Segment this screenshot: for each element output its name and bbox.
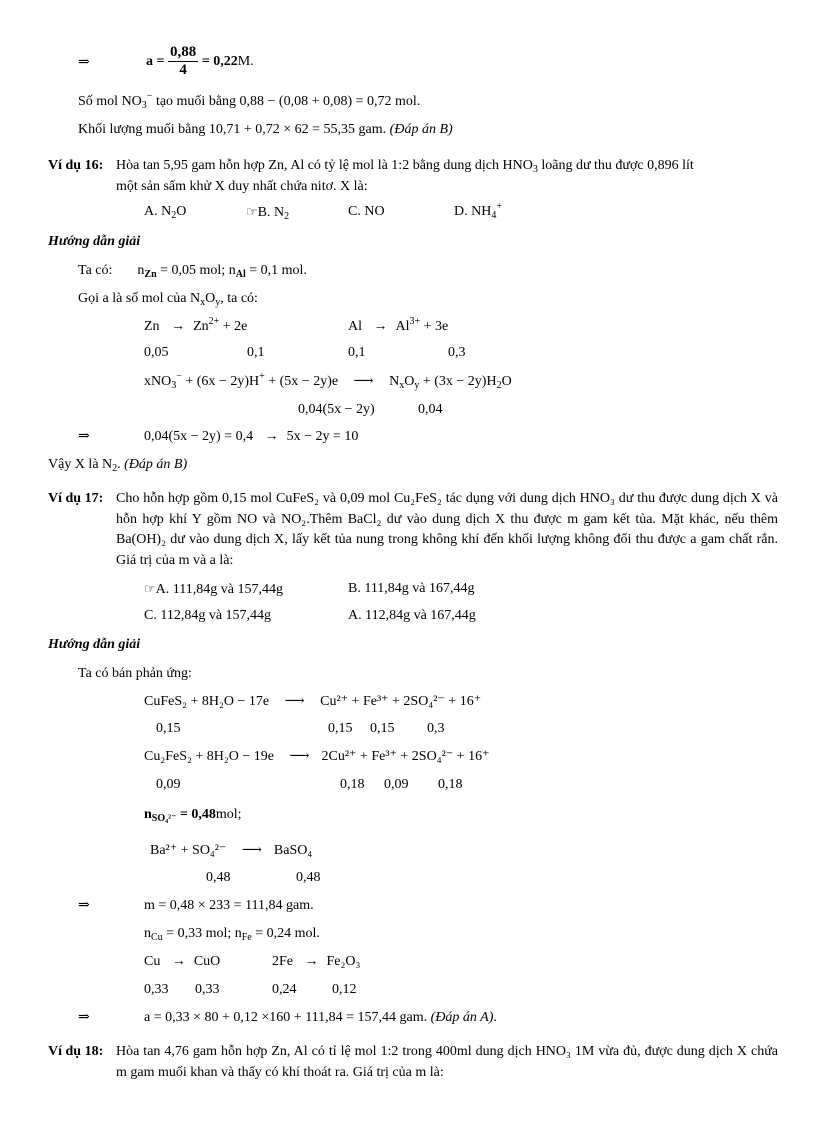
value: 0,09 — [156, 777, 181, 792]
al-oxidation: $Al \to Al^{3+} + 3e$ — [348, 316, 449, 334]
arrow-right-icon: → — [373, 319, 388, 334]
sulfate-moles: $n_{SO_4^{2-}} = 0,48mol$; — [144, 807, 242, 824]
value: 0,15 — [370, 721, 395, 736]
nitrate-line: Số mol $NO_3^-$ tạo muối bằng 0,88 − (0,08 + 0,08) = 0,72 mol. — [78, 91, 421, 111]
intro-line: Ta có bán phản ứng: — [78, 666, 192, 681]
half-reaction-1: CuFeS₂ + 8H₂O − 17e ⟶ Cu²⁺ + Fe³⁺ + 2SO₄²⁻ + 16⁺ — [144, 694, 482, 709]
example-17-question: Ví dụ 17: Cho hỗn hợp gồm 0,15 mol CuFeS₂ và 0,09 mol Cu₂FeS₂ tác dụng với dung dịch HNO₃ dư thu được dung dịch X và hỗn hợp khí Y gồm NO và NO₂.Thêm BaCl₂ dư vào dung dịch X thu được m gam kết tủa. Mặt khác, nếu thêm Ba(OH)₂ dư vào dung dịch X, lấy kết tủa nung trong không khí đến khối lượng không đổi thu được a gam chất rắn. Giá trị của m và a là: — [48, 491, 778, 568]
zn-oxidation: $Zn \to Zn^{2+} + 2e$ — [144, 316, 248, 334]
cu-conversion: Cu → CuO — [144, 954, 221, 969]
barium-reaction: Ba²⁺ + SO₄²⁻ ⟶ BaSO₄ — [150, 843, 313, 858]
pointing-hand-icon: ☞ — [246, 204, 258, 219]
value: 0,3 — [448, 345, 466, 360]
answer-label: (Đáp án A) — [430, 1010, 494, 1025]
answer-label: (Đáp án B) — [389, 122, 453, 137]
implies-symbol: ⇒ — [78, 1010, 90, 1025]
value: 0,1 — [348, 345, 366, 360]
arrow-right-icon: → — [304, 954, 319, 969]
conclusion: Vậy X là $N_2$. (Đáp án B) — [48, 457, 188, 474]
value: 0,48 — [206, 870, 231, 885]
value: 0,09 — [384, 777, 409, 792]
salt-mass-line: Khối lượng muối bằng 10,71 + 0,72 × 62 = 55,35 gam. (Đáp án B) — [78, 122, 453, 137]
example-18-question: Ví dụ 18: Hòa tan 4,76 gam hỗn hợp Zn, Al có tỉ lệ mol 1:2 trong 400ml dung dịch HNO₃ 1M vừa đủ, được dung dịch X chứa m gam muối khan và thấy có khí thoát ra. Giá trị của m là: — [48, 1044, 778, 1080]
example-16-option-d: D. $NH_4^+$ — [454, 201, 502, 221]
value: 0,33 — [195, 982, 220, 997]
pointing-hand-icon: ☞ — [144, 581, 156, 596]
value: 0,48 — [296, 870, 321, 885]
value: 0,12 — [332, 982, 357, 997]
implies-symbol: ⇒ — [78, 429, 90, 444]
value: 0,15 — [156, 721, 181, 736]
value: 0,04 — [418, 402, 443, 417]
example-16-question: Ví dụ 16: Hòa tan 5,95 gam hỗn hợp Zn, Al có tỷ lệ mol là 1:2 bằng dung dịch $HNO_3$ loãng dư thu được 0,896 lít một sản sẩm khử X duy nhất chứa nitơ. X là: — [48, 158, 694, 194]
value: 0,24 — [272, 982, 297, 997]
arrow-right-icon: → — [171, 319, 186, 334]
long-arrow-icon: ⟶ — [353, 374, 374, 389]
arrow-right-icon: → — [171, 954, 186, 969]
example-17-option-c: C. 112,84g và 157,44g — [144, 608, 272, 623]
value: 0,1 — [247, 345, 265, 360]
solution-heading: Hướng dẫn giải — [48, 234, 141, 249]
value: 0,18 — [340, 777, 365, 792]
half-reaction-2: Cu₂FeS₂ + 8H₂O − 19e ⟶ 2Cu²⁺ + Fe³⁺ + 2SO₄²⁻ + 16⁺ — [144, 749, 490, 764]
nxoy-line: Gọi a là số mol của $N_xO_y$, ta có: — [78, 291, 258, 308]
value: 0,18 — [438, 777, 463, 792]
example-label: Ví dụ 16: — [48, 158, 104, 173]
example-17-option-a: ☞A. 111,84g và 157,44g — [144, 581, 283, 597]
value: 0,05 — [144, 345, 169, 360]
implies-symbol: ⇒ — [78, 898, 90, 913]
example-16-option-c: C. NO — [348, 204, 385, 219]
example-16-option-a: A. $N_2O$ — [144, 204, 187, 221]
arrow-right-icon: → — [264, 429, 279, 444]
a-equation: a = 0,33 × 80 + 0,12 ×160 + 111,84 = 157,44 gam. (Đáp án A). — [144, 1010, 497, 1025]
reduction-equation: xNO$_3$− + (6x − 2y)H+ + (5x − 2y)e ⟶ $N_xO_y + (3x - 2y)H_2O$ — [144, 371, 512, 391]
long-arrow-icon: ⟶ — [289, 749, 310, 764]
example-17-option-d: A. 112,84g và 167,44g — [348, 608, 476, 623]
molarity-equation: a = $\frac{0,88}{4}$ = 0,22M. — [146, 44, 254, 79]
value: 0,33 — [144, 982, 169, 997]
long-arrow-icon: ⟶ — [241, 843, 262, 858]
cu-fe-moles: $n_{Cu} = 0,33$ mol; $n_{Fe} = 0,24$ mol. — [144, 926, 320, 943]
solution-heading: Hướng dẫn giải — [48, 637, 141, 652]
long-arrow-icon: ⟶ — [284, 694, 305, 709]
example-label: Ví dụ 17: — [48, 491, 104, 506]
m-equation: m = 0,48 × 233 = 111,84 gam. — [144, 898, 314, 913]
mole-line: Ta có: $n_{Zn} = 0,05$ mol; $n_{Al} = 0,1$ mol. — [78, 263, 307, 280]
example-16-option-b: ☞B. $N_2$ — [246, 204, 290, 222]
value: 0,3 — [427, 721, 445, 736]
equation: 0,04(5x − 2y) = 0,4 → 5x − 2y = 10 — [144, 429, 359, 444]
example-label: Ví dụ 18: — [48, 1044, 104, 1059]
example-17-option-b: B. 111,84g và 167,44g — [348, 581, 475, 596]
fe-conversion: 2Fe → Fe₂O₃ — [272, 954, 361, 969]
value: 0,15 — [328, 721, 353, 736]
value: 0,04(5x − 2y) — [298, 402, 375, 417]
implies-symbol: ⇒ — [78, 55, 90, 70]
